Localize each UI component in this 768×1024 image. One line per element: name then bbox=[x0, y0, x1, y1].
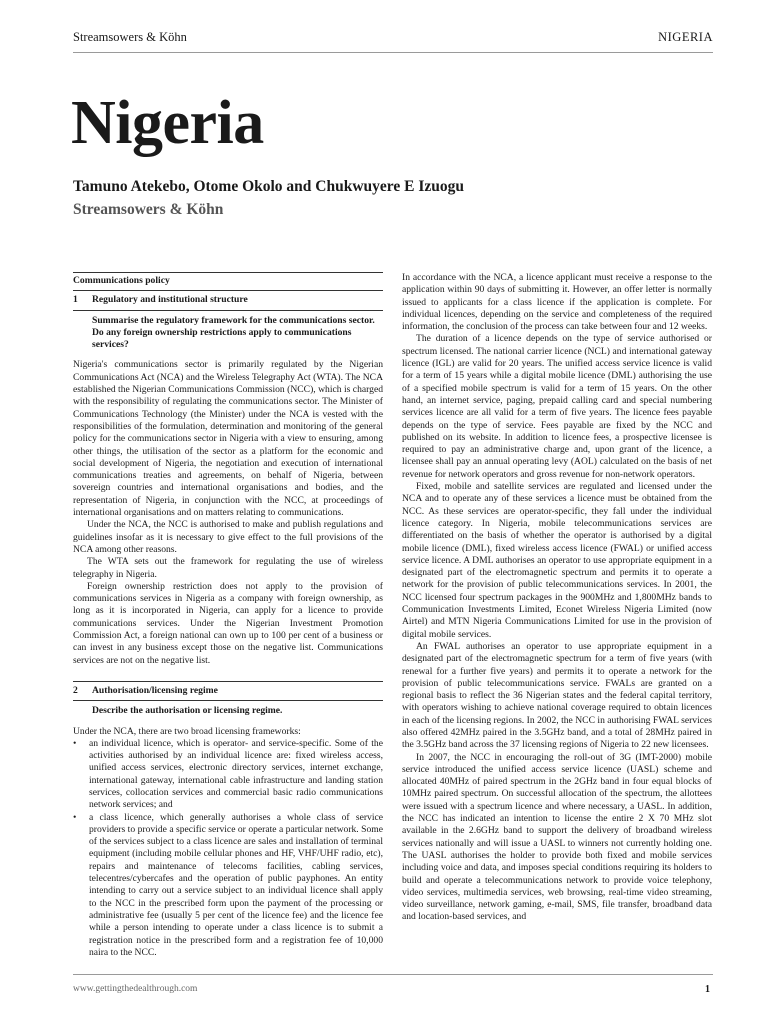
question-1-title: Regulatory and institutional structure bbox=[92, 294, 248, 306]
right-column bbox=[402, 272, 712, 924]
section-heading: Communications policy bbox=[73, 272, 383, 291]
bullet-icon: • bbox=[73, 811, 77, 823]
page-number: 1 bbox=[705, 984, 710, 995]
paragraph: An FWAL authorises an operator to use appropriate equipment in a designated part of the electromagnetic spectrum for a term of five years (with renewal for a further five years) and permits it to operate a network for the provision of public telecommunications service. FWALs are granted on a regional basis to reflect the 36 Nigerian states and the federal capital territory, with operators wishing to achieve national coverage required to obtain licences in each of the licensing regions. In 2002, the NCC in authorising FWAL services also offered 42MHz paired in the 3.5GHz band, and a total of 28MHz paired in the 3.5GHz band across the 37 licensing regions of Nigeria to 22 new licensees. bbox=[402, 640, 712, 751]
question-2-number: 2 bbox=[73, 684, 78, 696]
list-item bbox=[73, 738, 383, 812]
paragraph: Fixed, mobile and satellite services are regulated and licensed under the NCA and to operate any of these services a licence must be obtained from the NCC. As these services are operator-specific, they fall under the individual licence category. In Nigeria, mobile telecommunications services are differentiated on the basis of whether the operator is authorised by a digital mobile licence (DML), fixed wireless access licence (FWAL) or unified access service licence. A DML authorises an operator to use appropriate equipment in a designated part of the electromagnetic spectrum and permits it to operate a network for the provision of public telecommunications services. In 2001, the NCC licensed four spectrum packages in the 900MHz and 1,800MHz bands to Communication Investments Limited, Econet Wireless Nigeria Limited (now Airtel) and MTN Nigeria Communications Limited for use in the provision of digital mobile services. bbox=[402, 481, 712, 640]
page-title: Nigeria bbox=[71, 89, 264, 157]
paragraph: The WTA sets out the framework for regulating the use of wireless telegraphy in Nigeria. bbox=[73, 556, 383, 580]
paragraph: In 2007, the NCC in encouraging the roll-out of 3G (IMT-2000) mobile service introduced the unified access service licence (UASL) scheme and allocated 40MHz of paired spectrum in the 2GHz band in four equal blocks of 10MHz paired spectrum. On successful allocation of the spectrum, the allottees were issued with a spectrum licence and where necessary, a UASL. In addition, the NCC has indicated an intention to license the entire 2 X 70 MHz slot available in the 2.6GHz band to support the delivery of broadband wireless services nationally and will issue a UASL to winners not currently holding one. The UASL authorises the holder to provide both fixed and mobile services including voice and data, and imposes special conditions requiring its holders to build and operate a telecommunications network to provide voice telephony, video services, multimedia services, web browsing, real-time video streaming, video surveillance, network gaming, e-mail, SMS, file transfer, broadband data and location-based services, and bbox=[402, 751, 712, 923]
list-item-text: a class licence, which generally authorises a whole class of service providers to provide a specific service or operate a particular network. Some of the services subject to a class licence are sales and installation of terminal equipment (including mobile cellular phones and HF, VHF/UHF radio, etc), repairs and maintenance of telecoms facilities, cabling services, telecentres/cybercafes and the operation of public payphones. An entity intending to carry out a service subject to an individual licence shall apply to the NCC in the prescribed form upon the payment of the processing or administrative fee (usually 5 per cent of the licence fee) and the licence fee while a person intending to operate under a class licence is to submit a registration notice in the prescribed form and a registration fee of 10,000 naira to the NCC. bbox=[89, 811, 383, 958]
paragraph: The duration of a licence depends on the type of service authorised or spectrum licensed. The national carrier licence (NCL) and international gateway licence (IGL) are valid for 20 years. The unified access service licence is valid for a term of 15 years while a digital mobile licence (DML) authorising the use of a specified mobile spectrum is valid for a term of 15 years. On the other hand, an internet service, paging, prepaid calling card and special numbering services licence are all valid for a term of five years. The licence fees payable depends on the type of service. Fees payable are fixed by the NCC and published on its website. In addition to licence fees, a prospective licensee is required to pay an administrative charge and, upon grant of the licence, a licensee shall pay an annual operating levy (AOL) calculated on the basis of net revenue for network operators and gross revenue for non-network operators. bbox=[402, 333, 712, 480]
header-country: NIGERIA bbox=[658, 30, 713, 44]
footer-rule bbox=[73, 974, 713, 975]
footer-url: www.gettingthedealthrough.com bbox=[73, 984, 198, 994]
question-2-text: Describe the authorisation or licensing regime. bbox=[92, 705, 283, 717]
bullet-list bbox=[73, 738, 383, 959]
paragraph: In accordance with the NCA, a licence applicant must receive a response to the application within 90 days of submitting it. However, an offer letter is normally issued to applicants for a class licence if the application is complete. For individual licences, depending on the service and completeness of the required information, the conclusion of the process can take between four and 12 weeks. bbox=[402, 272, 712, 333]
header-rule bbox=[73, 52, 713, 53]
question-2-heading bbox=[73, 681, 383, 701]
header-firm: Streamsowers & Köhn bbox=[73, 30, 187, 44]
paragraph: Nigeria's communications sector is primarily regulated by the Nigerian Communications Act (NCA) and the Wireless Telegraphy Act (WTA). The NCA established the Nigerian Communications Commission (NCC), which is charged with the responsibility of regulating the communications sector. The Minister of Communications Technology (the Minister) under the NCA is vested with the responsibilities of the formulation, determination and monitoring of the general policy for the communications sector in Nigeria with a view to ensuring, among other things, the utilisation of the sector as a platform for the economic and social development of Nigeria, the negotiation and execution of international communications treaties and agreements, on behalf of Nigeria, between sovereign countries and international organisations and bodies, and the representation of Nigeria, in conjunction with the NCC, at proceedings of international organisations and on matters relating to communications. bbox=[73, 359, 383, 519]
list-item-text: an individual licence, which is operator- and service-specific. Some of the activities authorised by an individual licence are: fixed wireless access, unified access services, electronic directory services, internet exchange, international gateway, international cable infrastructure and landing station services, collocation services and commercial basic radio communications network services; and bbox=[89, 737, 383, 811]
question-2-block bbox=[73, 681, 383, 959]
paragraph: Under the NCA, there are two broad licensing frameworks: bbox=[73, 725, 301, 737]
question-1-number: 1 bbox=[73, 294, 78, 306]
left-column bbox=[73, 272, 383, 959]
paragraph: Under the NCA, the NCC is authorised to make and publish regulations and guidelines insofar as it is necessary to give effect to the full provisions of the NCA among other reasons. bbox=[73, 519, 383, 555]
list-item bbox=[73, 812, 383, 960]
bullet-icon: • bbox=[73, 737, 77, 749]
paragraph: Foreign ownership restriction does not apply to the provision of communications services in Nigeria as a company with foreign ownership, as long as it is incorporated in Nigeria, can apply for a licence to provide communications services. Under the Nigerian Investment Promotion Commission Act, a foreign national can own up to 100 per cent of a business or can invest in any business except those on the negative list. Communications services are not on the negative list. bbox=[73, 580, 383, 666]
running-header bbox=[73, 30, 713, 48]
firm-name: Streamsowers & Köhn bbox=[73, 201, 224, 218]
question-1-text: Summarise the regulatory framework for the communications sector. Do any foreign ownership restrictions apply to communications services? bbox=[92, 314, 375, 351]
question-1-heading bbox=[73, 291, 383, 310]
authors: Tamuno Atekebo, Otome Okolo and Chukwuyere E Izuogu bbox=[73, 178, 465, 195]
question-2-title: Authorisation/licensing regime bbox=[92, 684, 218, 696]
